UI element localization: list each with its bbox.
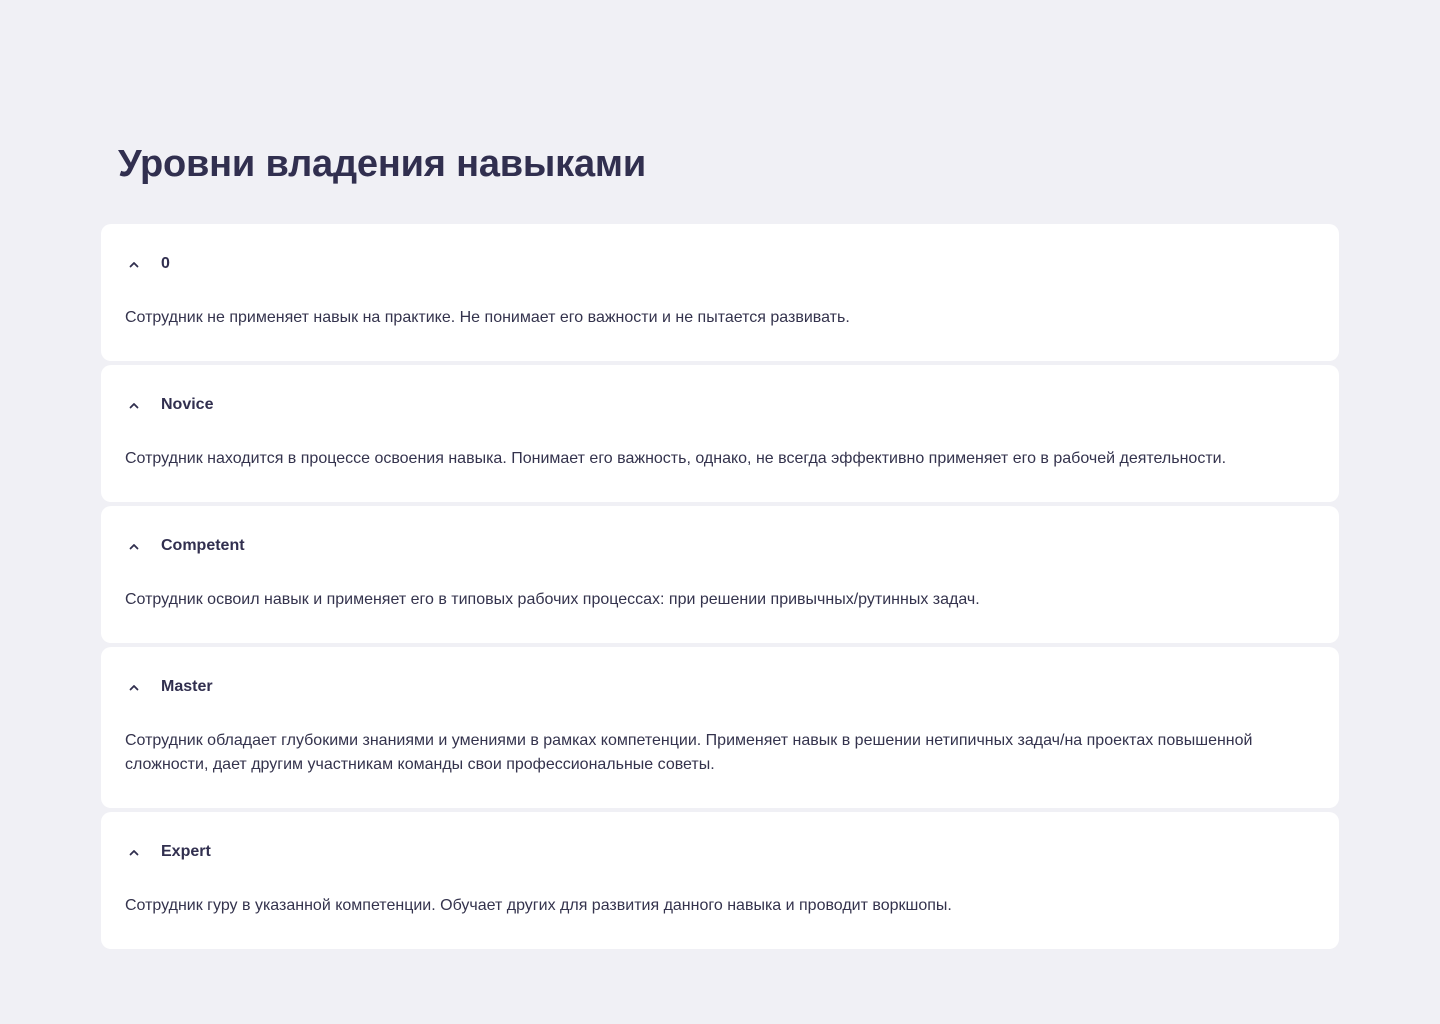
level-header-0[interactable] — [125, 254, 1315, 274]
level-name: Competent — [161, 537, 245, 554]
chevron-up-icon[interactable] — [125, 842, 149, 862]
level-description: Сотрудник не применяет навык на практике. Не понимает его важности и не пытается развивать. — [125, 309, 850, 326]
skill-levels-list — [101, 224, 1339, 953]
level-card-novice — [101, 365, 1339, 502]
level-header-competent[interactable] — [125, 536, 1315, 556]
level-description: Сотрудник находится в процессе освоения навыка. Понимает его важность, однако, не всегда эффективно применяет его в рабочей деятельности. — [125, 450, 1227, 467]
level-header-expert[interactable] — [125, 842, 1315, 862]
level-card-expert — [101, 812, 1339, 949]
level-card-competent — [101, 506, 1339, 643]
chevron-up-icon[interactable] — [125, 536, 149, 556]
chevron-up-icon[interactable] — [125, 254, 149, 274]
level-header-master[interactable] — [125, 677, 1315, 697]
chevron-up-icon[interactable] — [125, 677, 149, 697]
level-name: Novice — [161, 396, 214, 413]
level-name: Expert — [161, 843, 211, 860]
level-description: Сотрудник освоил навык и применяет его в типовых рабочих процессах: при решении привычных/рутинных задач. — [125, 591, 980, 608]
level-description: Сотрудник гуру в указанной компетенции. Обучает других для развития данного навыка и проводит воркшопы. — [125, 897, 952, 914]
level-card-0 — [101, 224, 1339, 361]
level-description: Сотрудник обладает глубокими знаниями и умениями в рамках компетенции. Применяет навык в решении нетипичных задач/на проектах повышенной сложности, дает другим участникам команды свои профессиональные советы. — [125, 732, 1253, 773]
chevron-up-icon[interactable] — [125, 395, 149, 415]
level-header-novice[interactable] — [125, 395, 1315, 415]
level-name: 0 — [161, 255, 170, 272]
level-name: Master — [161, 678, 213, 695]
page-title: Уровни владения навыками — [118, 143, 646, 185]
level-card-master — [101, 647, 1339, 808]
